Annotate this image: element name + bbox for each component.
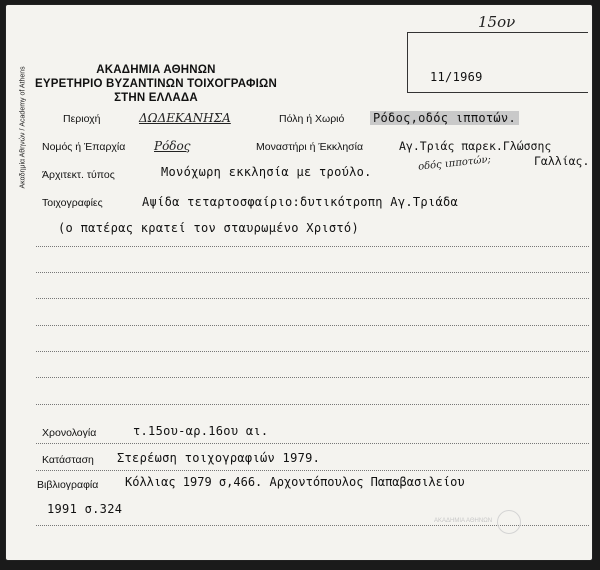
label-city: Πόλη ή Χωριό <box>279 113 345 125</box>
value-region: ΔΩΔΕΚΑΝΗΣΑ <box>139 111 231 125</box>
value-condition: Στερέωση τοιχογραφιών 1979. <box>117 451 321 465</box>
record-number: 11/1969 <box>430 70 483 84</box>
header-index: ΕΥΡΕΤΗΡΙΟ ΒΥΖΑΝΤΙΝΩΝ ΤΟΙΧΟΓΡΑΦΙΩΝ <box>35 78 277 90</box>
label-murals: Τοιχογραφίες <box>42 197 103 209</box>
watermark-text: ΑΚΑΔΗΜΙΑ ΑΘΗΝΩΝ <box>434 518 493 524</box>
index-card <box>5 4 593 561</box>
value-monastery-cont: Γαλλίας. <box>534 154 590 168</box>
header-greece: ΣΤΗΝ ΕΛΛΑΔΑ <box>114 92 198 104</box>
ruled-line <box>36 470 589 471</box>
label-monastery: Μοναστήρι ή Έκκλησία <box>256 141 364 153</box>
value-arch-type: Μονόχωρη εκκλησία με τρούλο. <box>161 165 372 179</box>
ruled-line <box>36 351 589 352</box>
value-bibliography: Κόλλιας 1979 σ,466. Αρχοντόπουλος Παπαβασιλείου <box>125 475 465 489</box>
label-prefecture: Νομός ή Έπαρχία <box>42 141 126 153</box>
ruled-line <box>36 298 589 299</box>
value-bibliography-cont: 1991 σ.324 <box>47 502 123 516</box>
value-city: Ρόδος,οδός ιπποτών. <box>370 111 519 125</box>
value-chronology: τ.15ου-αρ.16ου αι. <box>133 424 269 438</box>
header-academy: ΑΚΑΔΗΜΙΑ ΑΘΗΝΩΝ <box>96 64 216 76</box>
value-prefecture: Ρόδος <box>154 139 191 153</box>
side-credit: Ακαδημία Αθηνών / Academy of Athens <box>19 66 27 189</box>
value-murals-cont: (ο πατέρας κρατεί τον σταυρωμένο Χριστό) <box>58 221 359 235</box>
label-condition: Κατάσταση <box>42 454 94 466</box>
ruled-line <box>36 443 589 444</box>
ruled-line <box>36 377 589 378</box>
ruled-line <box>36 272 589 273</box>
label-region: Περιοχή <box>63 113 101 125</box>
label-bibliography: Βιβλιογραφία <box>37 479 99 491</box>
ruled-line <box>36 325 589 326</box>
corner-handwritten-note: 15ον <box>478 13 516 31</box>
ruled-line <box>36 246 589 247</box>
label-chronology: Χρονολογία <box>42 427 97 439</box>
label-arch-type: Άρχιτεκτ. τύπος <box>42 169 115 181</box>
handwritten-street-note: οδός ιπποτών; <box>417 154 492 173</box>
value-murals: Αψίδα τεταρτοσφαίριο:δυτικότροπη Αγ.Τριάδα <box>142 195 459 209</box>
value-monastery: Αγ.Τριάς παρεκ.Γλώσσης <box>399 139 552 153</box>
ruled-line <box>36 404 589 405</box>
watermark-seal-icon <box>497 510 521 534</box>
